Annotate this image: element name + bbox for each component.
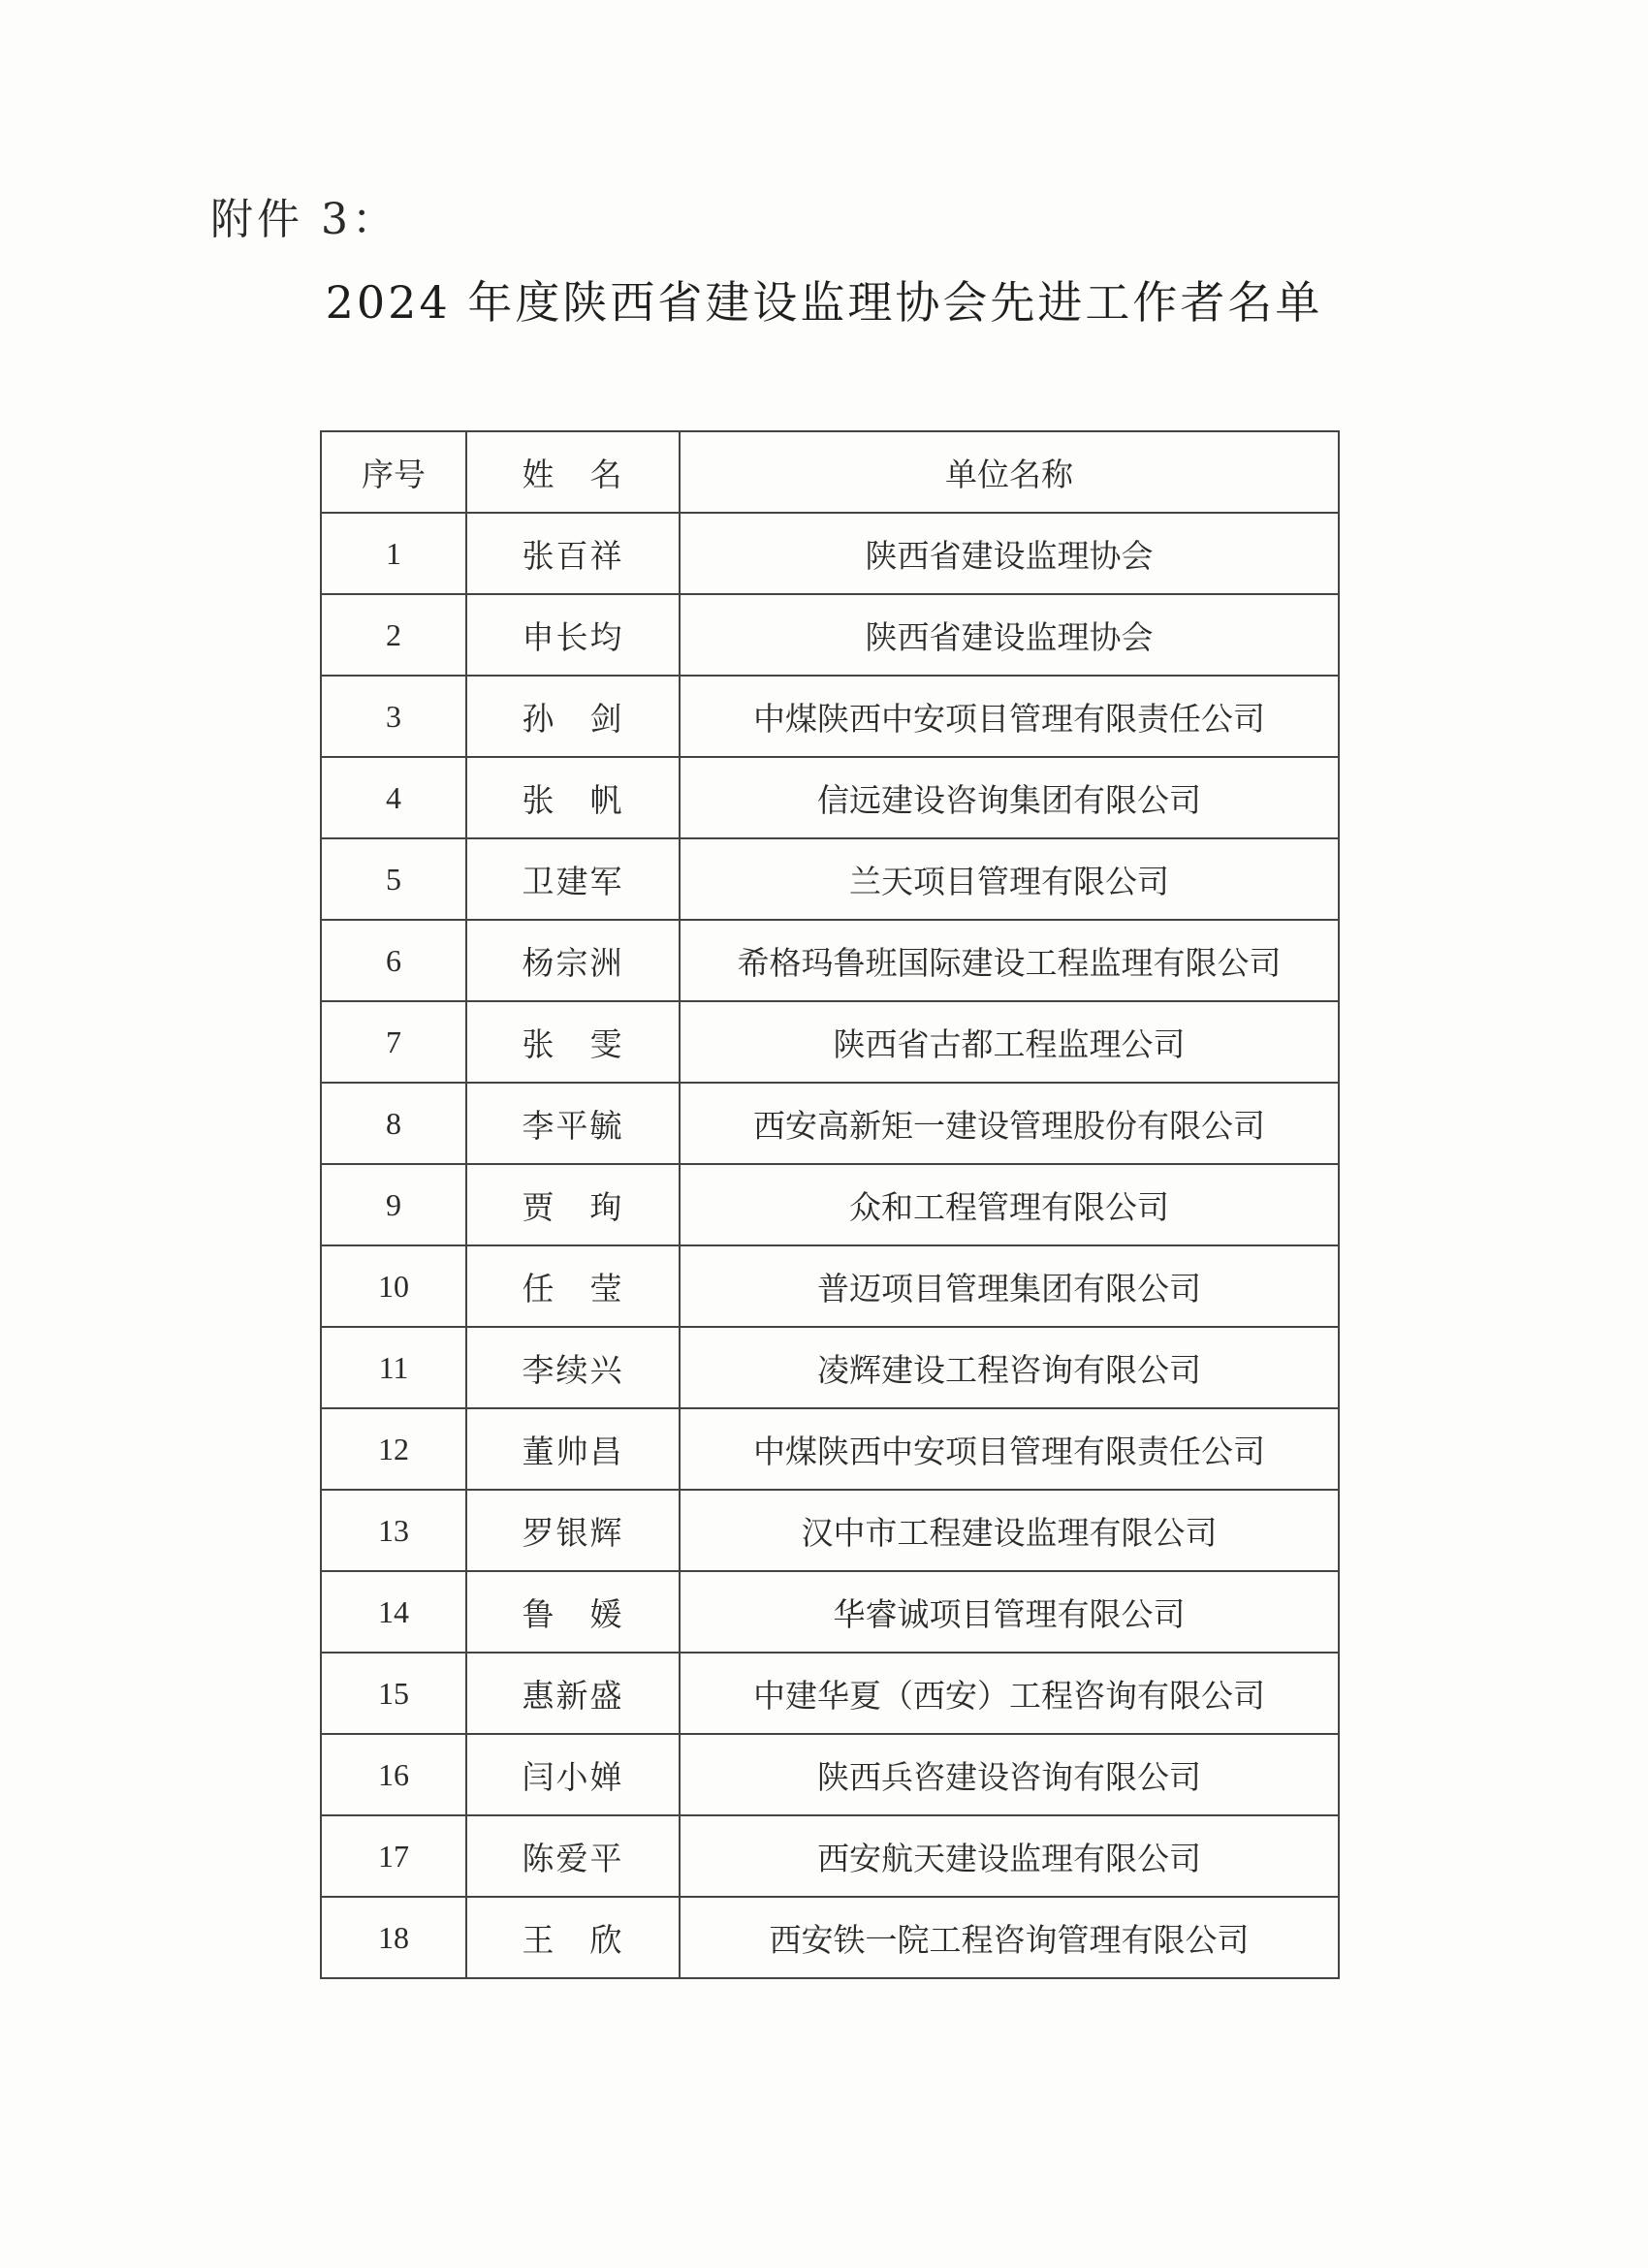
table-header-row — [321, 431, 1339, 513]
row-unit: 中煤陕西中安项目管理有限责任公司 — [680, 676, 1339, 757]
row-name: 申长均 — [466, 594, 680, 676]
table-row — [321, 1815, 1339, 1897]
row-number: 14 — [321, 1571, 466, 1653]
table-row — [321, 920, 1339, 1001]
table-row — [321, 1001, 1339, 1083]
row-unit: 西安铁一院工程咨询管理有限公司 — [680, 1897, 1339, 1978]
row-unit: 普迈项目管理集团有限公司 — [680, 1245, 1339, 1327]
row-number: 4 — [321, 757, 466, 838]
attachment-label: 附件 3： — [210, 195, 398, 244]
table-row — [321, 1164, 1339, 1245]
row-number: 12 — [321, 1408, 466, 1490]
row-name: 罗银辉 — [466, 1490, 680, 1571]
row-name: 陈爱平 — [466, 1815, 680, 1897]
header-name: 姓 名 — [466, 431, 680, 513]
table-row — [321, 757, 1339, 838]
row-unit: 汉中市工程建设监理有限公司 — [680, 1490, 1339, 1571]
header-unit: 单位名称 — [680, 431, 1339, 513]
row-number: 10 — [321, 1245, 466, 1327]
table-row — [321, 1408, 1339, 1490]
row-name: 惠新盛 — [466, 1653, 680, 1734]
advanced-workers-table — [320, 430, 1340, 1979]
row-unit: 陕西省古都工程监理公司 — [680, 1001, 1339, 1083]
row-number: 1 — [321, 513, 466, 594]
row-number: 18 — [321, 1897, 466, 1978]
row-name: 李平毓 — [466, 1083, 680, 1164]
row-name: 孙 剑 — [466, 676, 680, 757]
row-number: 9 — [321, 1164, 466, 1245]
row-number: 16 — [321, 1734, 466, 1815]
row-number: 17 — [321, 1815, 466, 1897]
row-number: 7 — [321, 1001, 466, 1083]
row-unit: 兰天项目管理有限公司 — [680, 838, 1339, 920]
row-name: 贾 珣 — [466, 1164, 680, 1245]
table-row — [321, 838, 1339, 920]
row-number: 5 — [321, 838, 466, 920]
table-row — [321, 1083, 1339, 1164]
row-name: 卫建军 — [466, 838, 680, 920]
table-row — [321, 513, 1339, 594]
row-number: 11 — [321, 1327, 466, 1408]
row-unit: 凌辉建设工程咨询有限公司 — [680, 1327, 1339, 1408]
row-number: 8 — [321, 1083, 466, 1164]
table-body — [321, 513, 1339, 1978]
table-row — [321, 1897, 1339, 1978]
table-row — [321, 594, 1339, 676]
row-unit: 华睿诚项目管理有限公司 — [680, 1571, 1339, 1653]
row-number: 6 — [321, 920, 466, 1001]
row-number: 3 — [321, 676, 466, 757]
row-name: 李续兴 — [466, 1327, 680, 1408]
row-name: 杨宗洲 — [466, 920, 680, 1001]
row-unit: 中煤陕西中安项目管理有限责任公司 — [680, 1408, 1339, 1490]
row-unit: 陕西兵咨建设咨询有限公司 — [680, 1734, 1339, 1815]
row-unit: 西安航天建设监理有限公司 — [680, 1815, 1339, 1897]
row-name: 闫小婵 — [466, 1734, 680, 1815]
row-unit: 西安高新矩一建设管理股份有限公司 — [680, 1083, 1339, 1164]
row-name: 董帅昌 — [466, 1408, 680, 1490]
table-row — [321, 1734, 1339, 1815]
row-unit: 陕西省建设监理协会 — [680, 594, 1339, 676]
table-row — [321, 1490, 1339, 1571]
row-unit: 信远建设咨询集团有限公司 — [680, 757, 1339, 838]
row-number: 2 — [321, 594, 466, 676]
page-title: 2024 年度陕西省建设监理协会先进工作者名单 — [325, 276, 1323, 329]
row-name: 张 雯 — [466, 1001, 680, 1083]
row-unit: 希格玛鲁班国际建设工程监理有限公司 — [680, 920, 1339, 1001]
row-name: 任 莹 — [466, 1245, 680, 1327]
row-name: 王 欣 — [466, 1897, 680, 1978]
row-number: 15 — [321, 1653, 466, 1734]
table-row — [321, 676, 1339, 757]
row-unit: 陕西省建设监理协会 — [680, 513, 1339, 594]
row-name: 张百祥 — [466, 513, 680, 594]
header-number: 序号 — [321, 431, 466, 513]
table-row — [321, 1653, 1339, 1734]
table-row — [321, 1245, 1339, 1327]
row-name: 张 帆 — [466, 757, 680, 838]
row-name: 鲁 媛 — [466, 1571, 680, 1653]
table-row — [321, 1571, 1339, 1653]
row-number: 13 — [321, 1490, 466, 1571]
row-unit: 中建华夏（西安）工程咨询有限公司 — [680, 1653, 1339, 1734]
row-unit: 众和工程管理有限公司 — [680, 1164, 1339, 1245]
table-row — [321, 1327, 1339, 1408]
